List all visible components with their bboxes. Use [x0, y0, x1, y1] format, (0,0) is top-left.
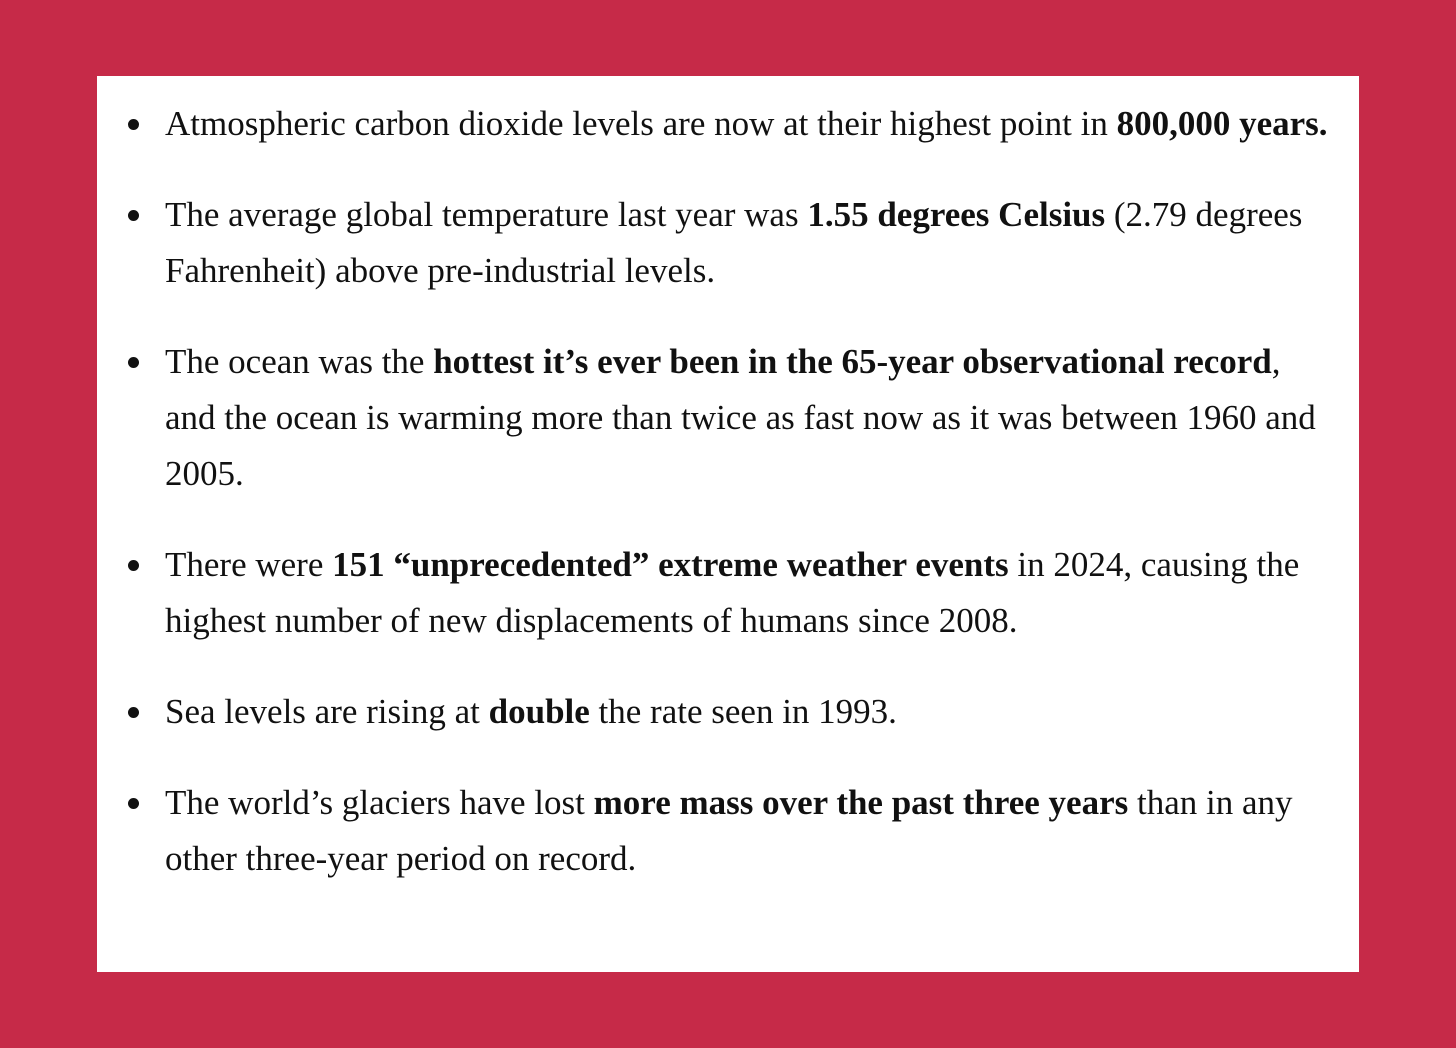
- facts-card: [97, 76, 1359, 972]
- fact-highlight: more mass over the past three years: [593, 783, 1129, 822]
- fact-text: The world’s glaciers have lost: [165, 783, 594, 822]
- fact-text: the rate seen in 1993.: [589, 692, 897, 731]
- fact-highlight: hottest it’s ever been in the 65-year observational record: [433, 342, 1272, 381]
- fact-highlight: 1.55 degrees Celsius: [807, 195, 1106, 234]
- bullet-dot-icon: [128, 798, 139, 809]
- fact-item: [97, 775, 1359, 887]
- facts-list: [97, 96, 1359, 887]
- bullet-dot-icon: [128, 707, 139, 718]
- fact-highlight: 151 “unprecedented” extreme weather events: [332, 545, 1009, 584]
- bullet-dot-icon: [128, 119, 139, 130]
- fact-text: (2.79 degrees Fahrenheit) above pre-industrial levels.: [165, 195, 1303, 290]
- fact-text: The average global temperature last year was: [165, 195, 808, 234]
- fact-item: [97, 684, 1359, 740]
- fact-text: , and the ocean is warming more than twice as fast now as it was between 1960 and 2005.: [165, 342, 1316, 493]
- bullet-dot-icon: [128, 357, 139, 368]
- fact-text: than in any other three-year period on record.: [165, 783, 1293, 878]
- fact-text: Atmospheric carbon dioxide levels are now at their highest point in: [165, 104, 1117, 143]
- fact-item: [97, 96, 1359, 152]
- fact-text: Sea levels are rising at: [165, 692, 489, 731]
- fact-text: There were: [165, 545, 333, 584]
- bullet-dot-icon: [128, 210, 139, 221]
- fact-highlight: double: [488, 692, 590, 731]
- fact-item: [97, 537, 1359, 649]
- fact-item: [97, 334, 1359, 502]
- fact-text: in 2024, causing the highest number of new displacements of humans since 2008.: [165, 545, 1300, 640]
- bullet-dot-icon: [128, 560, 139, 571]
- fact-text: The ocean was the: [165, 342, 434, 381]
- fact-item: [97, 187, 1359, 299]
- fact-highlight: 800,000 years.: [1116, 104, 1328, 143]
